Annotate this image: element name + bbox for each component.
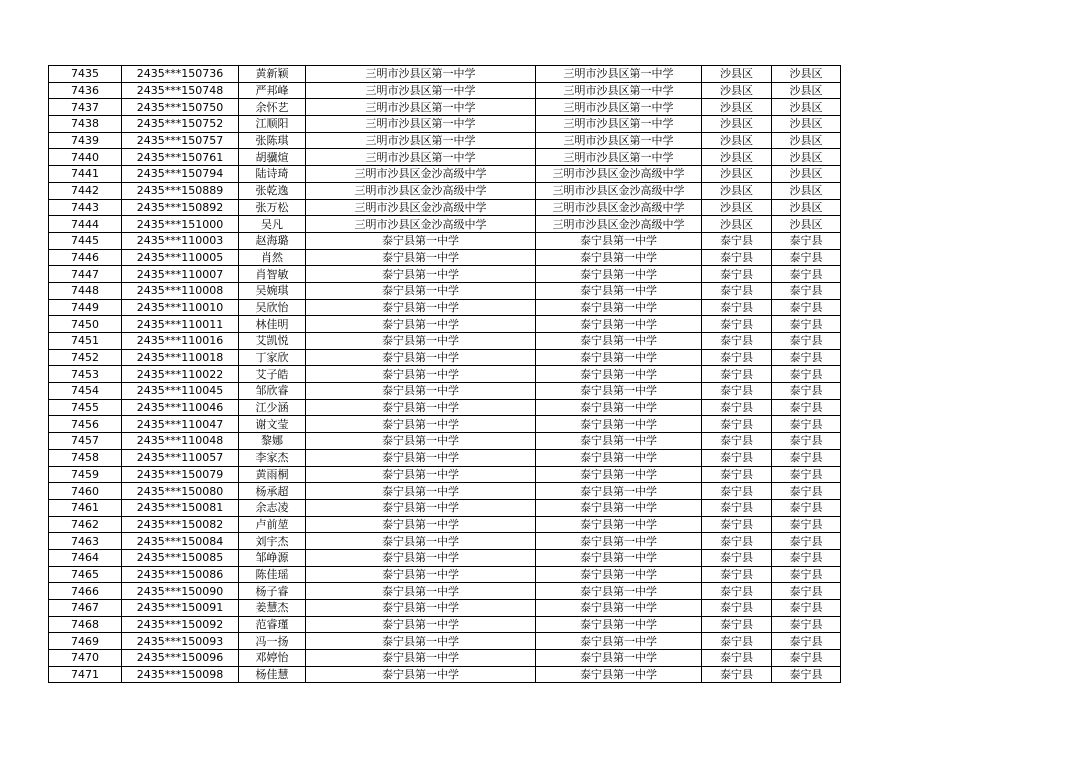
student-name-cell: 胡骥煊 (239, 149, 306, 166)
school-cell-2: 三明市沙县区第一中学 (536, 132, 702, 149)
school-cell: 泰宁县第一中学 (306, 349, 536, 366)
student-name-cell: 吴婉琪 (239, 282, 306, 299)
school-cell: 泰宁县第一中学 (306, 583, 536, 600)
student-name-cell: 严邦峰 (239, 82, 306, 99)
district-cell: 泰宁县 (702, 349, 772, 366)
exam-id-cell: 2435***110003 (122, 232, 239, 249)
district-cell-2: 泰宁县 (772, 533, 841, 550)
seq-cell: 7453 (49, 366, 122, 383)
district-cell: 沙县区 (702, 82, 772, 99)
table-row (49, 600, 841, 617)
table-row (49, 82, 841, 99)
school-cell-2: 泰宁县第一中学 (536, 383, 702, 400)
table-row (49, 216, 841, 233)
school-cell-2: 三明市沙县区金沙高级中学 (536, 166, 702, 183)
district-cell: 泰宁县 (702, 533, 772, 550)
table-row (49, 366, 841, 383)
district-cell: 泰宁县 (702, 299, 772, 316)
exam-id-cell: 2435***150761 (122, 149, 239, 166)
table-row (49, 299, 841, 316)
table-row (49, 433, 841, 450)
student-name-cell: 吴欣怡 (239, 299, 306, 316)
school-cell-2: 泰宁县第一中学 (536, 282, 702, 299)
student-name-cell: 卢前堃 (239, 516, 306, 533)
district-cell: 泰宁县 (702, 282, 772, 299)
table-row (49, 132, 841, 149)
district-cell-2: 泰宁县 (772, 349, 841, 366)
district-cell: 泰宁县 (702, 316, 772, 333)
district-cell-2: 沙县区 (772, 132, 841, 149)
seq-cell: 7462 (49, 516, 122, 533)
school-cell: 泰宁县第一中学 (306, 483, 536, 500)
table-row (49, 549, 841, 566)
district-cell: 沙县区 (702, 149, 772, 166)
seq-cell: 7444 (49, 216, 122, 233)
exam-id-cell: 2435***110007 (122, 266, 239, 283)
school-cell-2: 泰宁县第一中学 (536, 499, 702, 516)
student-name-cell: 艾凯悦 (239, 333, 306, 350)
student-name-cell: 范睿瑾 (239, 616, 306, 633)
exam-id-cell: 2435***150081 (122, 499, 239, 516)
table-row (49, 149, 841, 166)
district-cell-2: 泰宁县 (772, 549, 841, 566)
school-cell: 泰宁县第一中学 (306, 282, 536, 299)
school-cell-2: 三明市沙县区金沙高级中学 (536, 199, 702, 216)
school-cell-2: 泰宁县第一中学 (536, 399, 702, 416)
seq-cell: 7435 (49, 66, 122, 83)
table-row (49, 266, 841, 283)
district-cell-2: 沙县区 (772, 82, 841, 99)
seq-cell: 7452 (49, 349, 122, 366)
student-name-cell: 陆诗琦 (239, 166, 306, 183)
district-cell: 泰宁县 (702, 466, 772, 483)
table-row (49, 516, 841, 533)
school-cell: 泰宁县第一中学 (306, 600, 536, 617)
seq-cell: 7436 (49, 82, 122, 99)
seq-cell: 7456 (49, 416, 122, 433)
school-cell-2: 泰宁县第一中学 (536, 433, 702, 450)
school-cell-2: 泰宁县第一中学 (536, 266, 702, 283)
exam-id-cell: 2435***110045 (122, 383, 239, 400)
district-cell-2: 泰宁县 (772, 516, 841, 533)
district-cell: 泰宁县 (702, 549, 772, 566)
student-name-cell: 江少涵 (239, 399, 306, 416)
district-cell-2: 泰宁县 (772, 650, 841, 667)
school-cell: 泰宁县第一中学 (306, 383, 536, 400)
school-cell-2: 泰宁县第一中学 (536, 633, 702, 650)
school-cell: 泰宁县第一中学 (306, 299, 536, 316)
district-cell-2: 泰宁县 (772, 633, 841, 650)
school-cell-2: 泰宁县第一中学 (536, 316, 702, 333)
district-cell-2: 泰宁县 (772, 583, 841, 600)
school-cell-2: 泰宁县第一中学 (536, 516, 702, 533)
school-cell: 泰宁县第一中学 (306, 499, 536, 516)
district-cell: 泰宁县 (702, 666, 772, 683)
school-cell: 泰宁县第一中学 (306, 666, 536, 683)
exam-id-cell: 2435***110046 (122, 399, 239, 416)
exam-id-cell: 2435***110011 (122, 316, 239, 333)
school-cell-2: 泰宁县第一中学 (536, 583, 702, 600)
student-name-cell: 张陈琪 (239, 132, 306, 149)
school-cell: 三明市沙县区第一中学 (306, 132, 536, 149)
district-cell-2: 沙县区 (772, 99, 841, 116)
student-name-cell: 黄雨桐 (239, 466, 306, 483)
school-cell: 泰宁县第一中学 (306, 232, 536, 249)
exam-id-cell: 2435***150086 (122, 566, 239, 583)
seq-cell: 7458 (49, 449, 122, 466)
exam-id-cell: 2435***150098 (122, 666, 239, 683)
district-cell: 泰宁县 (702, 366, 772, 383)
table-row (49, 116, 841, 133)
school-cell-2: 三明市沙县区金沙高级中学 (536, 182, 702, 199)
table-row (49, 66, 841, 83)
district-cell-2: 泰宁县 (772, 466, 841, 483)
student-name-cell: 余怀艺 (239, 99, 306, 116)
school-cell: 泰宁县第一中学 (306, 333, 536, 350)
district-cell-2: 泰宁县 (772, 566, 841, 583)
exam-id-cell: 2435***150080 (122, 483, 239, 500)
table-row (49, 650, 841, 667)
seq-cell: 7469 (49, 633, 122, 650)
school-cell-2: 泰宁县第一中学 (536, 566, 702, 583)
district-cell-2: 沙县区 (772, 66, 841, 83)
district-cell-2: 沙县区 (772, 116, 841, 133)
district-cell: 沙县区 (702, 132, 772, 149)
school-cell-2: 泰宁县第一中学 (536, 600, 702, 617)
district-cell: 泰宁县 (702, 383, 772, 400)
district-cell: 沙县区 (702, 116, 772, 133)
district-cell: 沙县区 (702, 166, 772, 183)
student-name-cell: 艾子皓 (239, 366, 306, 383)
school-cell-2: 三明市沙县区第一中学 (536, 116, 702, 133)
school-cell: 三明市沙县区金沙高级中学 (306, 216, 536, 233)
exam-id-cell: 2435***110010 (122, 299, 239, 316)
table-row (49, 282, 841, 299)
district-cell-2: 泰宁县 (772, 499, 841, 516)
district-cell-2: 泰宁县 (772, 666, 841, 683)
district-cell: 沙县区 (702, 199, 772, 216)
school-cell: 泰宁县第一中学 (306, 516, 536, 533)
table-row (49, 316, 841, 333)
seq-cell: 7442 (49, 182, 122, 199)
exam-id-cell: 2435***150079 (122, 466, 239, 483)
student-name-cell: 邓婷怡 (239, 650, 306, 667)
school-cell: 泰宁县第一中学 (306, 399, 536, 416)
school-cell: 泰宁县第一中学 (306, 549, 536, 566)
district-cell-2: 泰宁县 (772, 383, 841, 400)
school-cell-2: 三明市沙县区金沙高级中学 (536, 216, 702, 233)
district-cell-2: 泰宁县 (772, 232, 841, 249)
seq-cell: 7439 (49, 132, 122, 149)
school-cell-2: 三明市沙县区第一中学 (536, 66, 702, 83)
school-cell-2: 泰宁县第一中学 (536, 650, 702, 667)
table-row (49, 249, 841, 266)
district-cell-2: 泰宁县 (772, 616, 841, 633)
school-cell-2: 泰宁县第一中学 (536, 416, 702, 433)
district-cell-2: 泰宁县 (772, 299, 841, 316)
school-cell: 三明市沙县区第一中学 (306, 99, 536, 116)
district-cell: 泰宁县 (702, 433, 772, 450)
district-cell: 泰宁县 (702, 449, 772, 466)
district-cell: 泰宁县 (702, 566, 772, 583)
school-cell-2: 泰宁县第一中学 (536, 666, 702, 683)
school-cell: 三明市沙县区金沙高级中学 (306, 166, 536, 183)
seq-cell: 7448 (49, 282, 122, 299)
district-cell-2: 泰宁县 (772, 399, 841, 416)
student-name-cell: 杨佳慧 (239, 666, 306, 683)
exam-id-cell: 2435***150085 (122, 549, 239, 566)
table-row (49, 466, 841, 483)
district-cell-2: 泰宁县 (772, 249, 841, 266)
seq-cell: 7451 (49, 333, 122, 350)
district-cell-2: 泰宁县 (772, 416, 841, 433)
table-row (49, 383, 841, 400)
district-cell: 泰宁县 (702, 232, 772, 249)
exam-id-cell: 2435***150090 (122, 583, 239, 600)
student-name-cell: 肖然 (239, 249, 306, 266)
school-cell-2: 泰宁县第一中学 (536, 333, 702, 350)
school-cell: 泰宁县第一中学 (306, 566, 536, 583)
district-cell-2: 沙县区 (772, 216, 841, 233)
district-cell: 泰宁县 (702, 416, 772, 433)
school-cell: 三明市沙县区第一中学 (306, 149, 536, 166)
roster-body (49, 66, 841, 683)
school-cell: 泰宁县第一中学 (306, 433, 536, 450)
seq-cell: 7450 (49, 316, 122, 333)
table-row (49, 533, 841, 550)
table-row (49, 633, 841, 650)
district-cell: 沙县区 (702, 66, 772, 83)
school-cell: 泰宁县第一中学 (306, 316, 536, 333)
school-cell: 泰宁县第一中学 (306, 266, 536, 283)
table-row (49, 399, 841, 416)
exam-id-cell: 2435***150750 (122, 99, 239, 116)
seq-cell: 7457 (49, 433, 122, 450)
school-cell-2: 泰宁县第一中学 (536, 349, 702, 366)
seq-cell: 7438 (49, 116, 122, 133)
seq-cell: 7443 (49, 199, 122, 216)
school-cell-2: 泰宁县第一中学 (536, 366, 702, 383)
seq-cell: 7471 (49, 666, 122, 683)
district-cell: 泰宁县 (702, 499, 772, 516)
table-row (49, 616, 841, 633)
school-cell: 泰宁县第一中学 (306, 650, 536, 667)
table-row (49, 99, 841, 116)
exam-id-cell: 2435***150091 (122, 600, 239, 617)
exam-id-cell: 2435***150082 (122, 516, 239, 533)
table-row (49, 666, 841, 683)
school-cell: 泰宁县第一中学 (306, 449, 536, 466)
district-cell: 泰宁县 (702, 399, 772, 416)
district-cell-2: 泰宁县 (772, 600, 841, 617)
exam-id-cell: 2435***110008 (122, 282, 239, 299)
school-cell-2: 三明市沙县区第一中学 (536, 82, 702, 99)
seq-cell: 7440 (49, 149, 122, 166)
roster-table (48, 65, 841, 683)
exam-id-cell: 2435***150752 (122, 116, 239, 133)
student-name-cell: 黄新颖 (239, 66, 306, 83)
school-cell-2: 泰宁县第一中学 (536, 483, 702, 500)
table-row (49, 583, 841, 600)
table-row (49, 483, 841, 500)
table-row (49, 166, 841, 183)
school-cell: 泰宁县第一中学 (306, 416, 536, 433)
student-name-cell: 姜慧杰 (239, 600, 306, 617)
student-name-cell: 张万松 (239, 199, 306, 216)
district-cell-2: 泰宁县 (772, 366, 841, 383)
table-row (49, 182, 841, 199)
district-cell-2: 泰宁县 (772, 433, 841, 450)
exam-id-cell: 2435***150889 (122, 182, 239, 199)
seq-cell: 7445 (49, 232, 122, 249)
exam-id-cell: 2435***150736 (122, 66, 239, 83)
school-cell: 泰宁县第一中学 (306, 533, 536, 550)
seq-cell: 7468 (49, 616, 122, 633)
seq-cell: 7466 (49, 583, 122, 600)
school-cell-2: 三明市沙县区第一中学 (536, 99, 702, 116)
district-cell: 泰宁县 (702, 583, 772, 600)
school-cell-2: 三明市沙县区第一中学 (536, 149, 702, 166)
student-name-cell: 张乾逸 (239, 182, 306, 199)
seq-cell: 7446 (49, 249, 122, 266)
seq-cell: 7449 (49, 299, 122, 316)
school-cell-2: 泰宁县第一中学 (536, 299, 702, 316)
district-cell: 泰宁县 (702, 600, 772, 617)
district-cell: 沙县区 (702, 182, 772, 199)
district-cell: 泰宁县 (702, 516, 772, 533)
exam-id-cell: 2435***150748 (122, 82, 239, 99)
school-cell: 泰宁县第一中学 (306, 366, 536, 383)
exam-id-cell: 2435***110047 (122, 416, 239, 433)
district-cell: 泰宁县 (702, 650, 772, 667)
district-cell-2: 泰宁县 (772, 449, 841, 466)
school-cell: 泰宁县第一中学 (306, 616, 536, 633)
school-cell: 泰宁县第一中学 (306, 633, 536, 650)
school-cell-2: 泰宁县第一中学 (536, 533, 702, 550)
exam-id-cell: 2435***110022 (122, 366, 239, 383)
district-cell: 沙县区 (702, 99, 772, 116)
student-name-cell: 邹欣睿 (239, 383, 306, 400)
student-name-cell: 李家杰 (239, 449, 306, 466)
district-cell-2: 沙县区 (772, 182, 841, 199)
exam-id-cell: 2435***150084 (122, 533, 239, 550)
student-name-cell: 刘宇杰 (239, 533, 306, 550)
table-row (49, 499, 841, 516)
student-name-cell: 陈佳瑶 (239, 566, 306, 583)
student-name-cell: 黎娜 (239, 433, 306, 450)
table-row (49, 199, 841, 216)
exam-id-cell: 2435***110048 (122, 433, 239, 450)
district-cell-2: 沙县区 (772, 199, 841, 216)
exam-id-cell: 2435***150794 (122, 166, 239, 183)
student-name-cell: 邹峥源 (239, 549, 306, 566)
district-cell: 泰宁县 (702, 483, 772, 500)
table-row (49, 232, 841, 249)
school-cell-2: 泰宁县第一中学 (536, 466, 702, 483)
school-cell: 三明市沙县区第一中学 (306, 116, 536, 133)
district-cell: 泰宁县 (702, 266, 772, 283)
school-cell-2: 泰宁县第一中学 (536, 616, 702, 633)
exam-id-cell: 2435***150892 (122, 199, 239, 216)
seq-cell: 7465 (49, 566, 122, 583)
district-cell-2: 沙县区 (772, 166, 841, 183)
school-cell-2: 泰宁县第一中学 (536, 449, 702, 466)
school-cell: 泰宁县第一中学 (306, 466, 536, 483)
seq-cell: 7470 (49, 650, 122, 667)
district-cell-2: 沙县区 (772, 149, 841, 166)
seq-cell: 7463 (49, 533, 122, 550)
seq-cell: 7447 (49, 266, 122, 283)
table-row (49, 416, 841, 433)
school-cell: 三明市沙县区第一中学 (306, 82, 536, 99)
exam-id-cell: 2435***110057 (122, 449, 239, 466)
student-name-cell: 杨子睿 (239, 583, 306, 600)
student-name-cell: 余志凌 (239, 499, 306, 516)
exam-id-cell: 2435***150096 (122, 650, 239, 667)
district-cell: 泰宁县 (702, 333, 772, 350)
student-name-cell: 冯一扬 (239, 633, 306, 650)
district-cell: 泰宁县 (702, 633, 772, 650)
exam-id-cell: 2435***151000 (122, 216, 239, 233)
school-cell: 三明市沙县区金沙高级中学 (306, 199, 536, 216)
district-cell: 沙县区 (702, 216, 772, 233)
student-name-cell: 谢文莹 (239, 416, 306, 433)
seq-cell: 7467 (49, 600, 122, 617)
student-name-cell: 林佳明 (239, 316, 306, 333)
table-row (49, 449, 841, 466)
seq-cell: 7460 (49, 483, 122, 500)
student-name-cell: 肖智敏 (239, 266, 306, 283)
school-cell: 泰宁县第一中学 (306, 249, 536, 266)
district-cell: 泰宁县 (702, 249, 772, 266)
school-cell-2: 泰宁县第一中学 (536, 232, 702, 249)
school-cell-2: 泰宁县第一中学 (536, 549, 702, 566)
school-cell: 三明市沙县区金沙高级中学 (306, 182, 536, 199)
district-cell-2: 泰宁县 (772, 316, 841, 333)
exam-id-cell: 2435***110018 (122, 349, 239, 366)
seq-cell: 7459 (49, 466, 122, 483)
district-cell-2: 泰宁县 (772, 483, 841, 500)
seq-cell: 7461 (49, 499, 122, 516)
student-name-cell: 吴凡 (239, 216, 306, 233)
district-cell-2: 泰宁县 (772, 266, 841, 283)
seq-cell: 7455 (49, 399, 122, 416)
table-row (49, 566, 841, 583)
student-name-cell: 杨承超 (239, 483, 306, 500)
student-name-cell: 江顺阳 (239, 116, 306, 133)
exam-id-cell: 2435***110016 (122, 333, 239, 350)
student-name-cell: 赵海璐 (239, 232, 306, 249)
exam-id-cell: 2435***150757 (122, 132, 239, 149)
student-name-cell: 丁家欣 (239, 349, 306, 366)
table-row (49, 333, 841, 350)
table-row (49, 349, 841, 366)
exam-id-cell: 2435***110005 (122, 249, 239, 266)
seq-cell: 7454 (49, 383, 122, 400)
seq-cell: 7437 (49, 99, 122, 116)
school-cell: 三明市沙县区第一中学 (306, 66, 536, 83)
exam-id-cell: 2435***150092 (122, 616, 239, 633)
seq-cell: 7441 (49, 166, 122, 183)
exam-id-cell: 2435***150093 (122, 633, 239, 650)
seq-cell: 7464 (49, 549, 122, 566)
school-cell-2: 泰宁县第一中学 (536, 249, 702, 266)
district-cell-2: 泰宁县 (772, 282, 841, 299)
district-cell: 泰宁县 (702, 616, 772, 633)
district-cell-2: 泰宁县 (772, 333, 841, 350)
